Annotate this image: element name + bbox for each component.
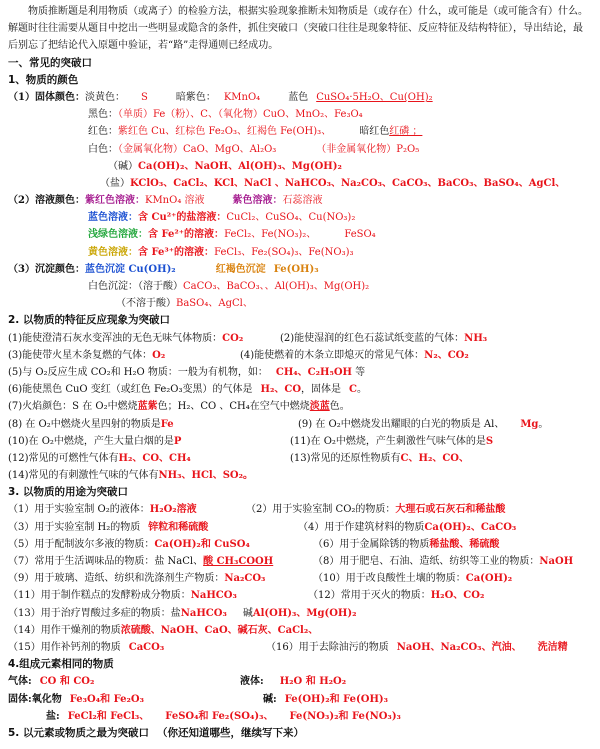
section-2-title: 2. 以物质的特征反应现象为突破口 (8, 314, 170, 327)
text: 色。 (329, 401, 350, 413)
value: 酸 CH₃COOH (203, 556, 274, 568)
oxide-label: 氧化物 (31, 693, 62, 705)
label: 黄色溶液： (88, 246, 138, 258)
text: (12)常见的可燃性气体有 (8, 452, 119, 464)
label: 白色沉淀：（溶于酸） (88, 281, 183, 293)
reaction-line-3 (8, 364, 592, 381)
value: C (349, 384, 357, 396)
usage-line-1 (8, 501, 592, 518)
value: 含 Fe²⁺的溶液： (148, 229, 225, 241)
value: （非金属氧化物）P₂O₅ (316, 143, 420, 155)
text: (13)常见的还原性物质有 (290, 452, 401, 464)
solid-color-line-4 (8, 141, 592, 158)
value: CH₄、C₂H₅OH (275, 366, 352, 378)
salt-label: 盐: (46, 710, 60, 722)
text: （10）用于改良酸性土壤的物质： (313, 573, 466, 585)
solid-color-line-3 (8, 123, 592, 140)
label: 黑色： (88, 109, 118, 121)
text: （12）常用于灭火的物质： (308, 590, 431, 602)
usage-line-9 (8, 639, 592, 656)
label: 紫红色溶液： (84, 195, 145, 207)
value: O₂ (152, 349, 166, 361)
text: （1）用于实验室制 O₂的液体： (8, 504, 150, 516)
label: （盐） (100, 177, 130, 189)
label: 暗红色 (359, 126, 390, 138)
text: (2)能使湿润的红色石蕊试纸变蓝的气体： (280, 332, 465, 344)
section-1-title: 一、常见的突破口 (8, 56, 92, 69)
text: （11）用于制作糕点的发酵粉成分物质： (8, 590, 191, 602)
usage-line-2 (8, 519, 592, 536)
value: Ca(OH)₂ (465, 573, 513, 585)
value: 大理石或石灰石和稀盐酸 (395, 504, 506, 516)
text: (11)在 O₂中燃烧，产生刺激性气味气体的是 (290, 435, 486, 447)
value: KClO₃、CaCl₂、KCl、NaCl 、NaHCO₃、Na₂CO₃、CaCO₃、BaCO₃、BaSO₄、AgCl、 (130, 177, 566, 189)
label: 蓝色 (288, 91, 309, 103)
text: （15）用作补钙剂的物质 (8, 641, 121, 653)
value: C、H₂、CO、 (400, 452, 469, 464)
value: （单质）Fe（粉）、C、（氧化物）CuO、MnO₂、Fe₃O₄ (118, 109, 363, 121)
value: H₂O、CO₂ (430, 590, 485, 602)
value: KMnO₄ 溶液 (144, 195, 205, 207)
label: 淡黄色： (84, 91, 125, 103)
section-5-title-text: 5. 以元素或物质之最为突破口 (8, 726, 149, 739)
usage-line-8 (8, 622, 592, 639)
value: 锌粒和稀硫酸 (148, 521, 209, 533)
text: (7)火焰颜色：S 在 O₂中燃烧 (8, 401, 138, 413)
label: （碱） (108, 160, 138, 172)
value: S (140, 91, 148, 103)
text: (1)能使澄清石灰水变浑浊的无色无味气体物质： (8, 332, 223, 344)
section-3-title: 3. 以物质的用途为突破口 (8, 486, 128, 499)
text: （6）用于金属除锈的物质 (313, 538, 430, 550)
value: CO₂ (222, 332, 244, 344)
intro-text: 物质推断题是利用物质（或离子）的检验方法，根据实验现象推断未知物质是（或存在）什么，或可能是（或可能含有）什么。解题时往往需要从题目中挖出一些明显或隐含的条件，抓住突破口（突破口往往是现象特征、反应特征及结构特征），导出结论，最后别忘了把结论代入原题中验证，若“路”走得通则已经成功。 (8, 6, 588, 52)
value: Al(OH)₃、Mg(OH)₂ (252, 607, 357, 619)
label: 红褐色沉淀 (215, 263, 266, 275)
usage-line-5 (8, 570, 592, 587)
reaction-line-9 (8, 467, 592, 484)
value: Ca(OH)₂、CaCO₃ (424, 521, 517, 533)
salt-value: FeSO₄和 Fe₂(SO₄)₃、 (165, 710, 274, 722)
value: FeCl₂、Fe(NO₃)₂、 (224, 229, 317, 241)
value: 浓硫酸、NaOH、CaO、碱石灰、CaCl₂、 (120, 624, 319, 636)
reaction-line-1 (8, 330, 592, 347)
value: NaHCO₃ (190, 590, 237, 602)
salt-value: FeCl₂和 FeCl₃、 (67, 710, 150, 722)
label: 红色： (88, 126, 118, 138)
value: FeSO₄ (344, 229, 376, 241)
value: S (485, 435, 494, 447)
value: CaCO₃ (128, 641, 165, 653)
value: NaOH (539, 556, 574, 568)
value: NaOH、Na₂CO₃、汽油、 (396, 641, 522, 653)
value: Fe(OH)₃ (273, 263, 319, 275)
usage-line-4 (8, 553, 592, 570)
text: (3)能使带火星木条复燃的气体： (8, 349, 153, 361)
liquid-label: 液体: (240, 676, 264, 688)
text: （3）用于实验室制 H₂的物质 (8, 521, 141, 533)
value: 含 Fe³⁺的溶液： (138, 246, 215, 258)
text: （13）用于治疗胃酸过多症的物质：盐 (8, 607, 181, 619)
label: （不溶于酸） (116, 298, 176, 310)
value: Mg (520, 418, 539, 430)
solid-color-line-5 (8, 158, 592, 175)
value: H₂、CO (260, 384, 302, 396)
precipitate-color-line-1 (8, 261, 592, 278)
reaction-line-5 (8, 398, 592, 415)
gas-value: CO 和 CO₂ (39, 676, 95, 688)
text: （7）常用于生活调味品的物质：盐 NaCl、 (8, 556, 204, 568)
solid-label: 固体: (8, 693, 32, 705)
base-value: Fe(OH)₂和 Fe(OH)₃ (284, 693, 389, 705)
text: (6)能使黑色 CuO 变红（或红色 Fe₂O₃变黑）的气体是 (8, 384, 253, 396)
text: (9) 在 O₂中燃烧发出耀眼的白光的物质是 Al、 (298, 418, 505, 430)
text: (8) 在 O₂中燃烧火星四射的物质是 (8, 418, 161, 430)
text: （5）用于配制波尔多液的物质： (8, 538, 155, 550)
text: （9）用于玻璃、造纸、纺织和洗涤剂生产物质： (8, 573, 225, 585)
value: H₂、CO、CH₄ (118, 452, 191, 464)
value: 淡蓝 (309, 401, 330, 413)
value: （金属氧化物）CaO、MgO、Al₂O₃ (118, 143, 277, 155)
text: ，固体是 (301, 384, 342, 396)
intro-paragraph (8, 3, 592, 55)
solution-color-line-3 (8, 226, 592, 243)
solid-color-label: （1）固体颜色： (8, 91, 85, 103)
value: BaSO₄、AgCl、 (176, 298, 253, 310)
value: Ca(OH)₂和 CuSO₄ (154, 538, 250, 550)
reaction-line-8 (8, 450, 592, 467)
same-element-solid-line (8, 691, 592, 708)
usage-line-6 (8, 587, 592, 604)
solution-color-line-2 (8, 209, 592, 226)
solid-color-line-6 (8, 175, 592, 192)
solution-color-line-4 (8, 244, 592, 261)
label: 浅绿色溶液： (88, 229, 148, 241)
value: Fe (160, 418, 174, 430)
value: Na₂CO₃ (224, 573, 266, 585)
text: 碱 (242, 607, 253, 619)
section-1-sub-title: 1、物质的颜色 (8, 73, 79, 86)
section-4-title: 4.组成元素相同的物质 (8, 658, 114, 671)
value: FeCl₃、Fe₂(SO₄)₃、Fe(NO₃)₃ (214, 246, 354, 258)
text: （4）用于作建筑材料的物质 (298, 521, 425, 533)
text: 色；H₂、CO 、CH₄在空气中燃烧 (157, 401, 310, 413)
usage-line-3 (8, 536, 592, 553)
same-element-salt-line (8, 708, 592, 725)
value: CuCl₂、CuSO₄、Cu(NO₃)₂ (226, 212, 356, 224)
text: (14)常见的有刺激性气味的气体有 (8, 470, 159, 482)
salt-value: Fe(NO₃)₂和 Fe(NO₃)₃ (289, 710, 401, 722)
text: (5)与 O₂反应生成 CO₂和 H₂O 物质：一般为有机物，如： (8, 366, 268, 378)
value: NH₃、HCl、SO₂。 (158, 470, 254, 482)
value: NH₃ (464, 332, 488, 344)
value: NaHCO₃ (180, 607, 227, 619)
gas-label: 气体: (8, 676, 32, 688)
text: （14）用作干燥剂的物质 (8, 624, 121, 636)
value: 含 Cu²⁺的盐溶液： (138, 212, 227, 224)
value: Ca(OH)₂、NaOH、Al(OH)₃、Mg(OH)₂ (138, 160, 342, 172)
value: 洗洁精 (537, 641, 568, 653)
reaction-line-7 (8, 433, 592, 450)
value: CaCO₃、BaCO₃、、Al(OH)₃、Mg(OH)₂ (183, 281, 370, 293)
text: (4)能使燃着的木条立即熄灭的常见气体： (240, 349, 425, 361)
solid-color-line-2 (8, 106, 592, 123)
value: N₂、CO₂ (424, 349, 469, 361)
value: 稀盐酸、稀硫酸 (429, 538, 500, 550)
value: 红磷 ； (389, 126, 423, 138)
same-element-gas-line (8, 673, 592, 690)
label: 蓝色溶液： (88, 212, 138, 224)
reaction-line-4 (8, 381, 592, 398)
label: 紫色溶液： (232, 195, 283, 207)
precipitate-color-label: （3）沉淀颜色： (8, 263, 85, 275)
reaction-line-2 (8, 347, 592, 364)
oxide-value: Fe₃O₄和 Fe₂O₃ (69, 693, 144, 705)
precipitate-color-line-2 (8, 278, 592, 295)
text: 等 (352, 366, 366, 378)
precipitate-color-line-3 (8, 295, 592, 312)
value: H₂O₂溶液 (149, 504, 197, 516)
solution-color-label: （2）溶液颜色： (8, 195, 85, 207)
value: 石蕊溶液 (282, 195, 323, 207)
liquid-value: H₂O 和 H₂O₂ (279, 676, 347, 688)
solid-color-line-1 (8, 89, 592, 106)
value: P (173, 435, 182, 447)
value: 紫红色 Cu、红棕色 Fe₂O₃、红褐色 Fe(OH)₃、 (118, 126, 332, 138)
value: 蓝紫 (137, 401, 158, 413)
base-label: 碱: (263, 693, 277, 705)
text: (10)在 O₂中燃烧，产生大量白烟的是 (8, 435, 174, 447)
usage-line-7 (8, 605, 592, 622)
text: 。 (357, 384, 367, 396)
text: （2）用于实验室制 CO₂的物质： (246, 504, 396, 516)
text: （16）用于去除油污的物质 (266, 641, 389, 653)
value: KMnO₄ (223, 91, 261, 103)
value: CuSO₄·5H₂O、Cu(OH)₂ (316, 91, 433, 103)
solution-color-line-1 (8, 192, 592, 209)
section-5-title (8, 725, 592, 742)
label: 暗紫色： (175, 91, 216, 103)
value: 蓝色沉淀 Cu(OH)₂ (84, 263, 176, 275)
reaction-line-6 (8, 416, 592, 433)
label: 白色： (88, 143, 118, 155)
text: 。 (538, 418, 549, 430)
text: （8）用于肥皂、石油、造纸、纺织等工业的物质： (313, 556, 540, 568)
section-5-note: （你还知道哪些，继续写下来） (156, 726, 304, 739)
